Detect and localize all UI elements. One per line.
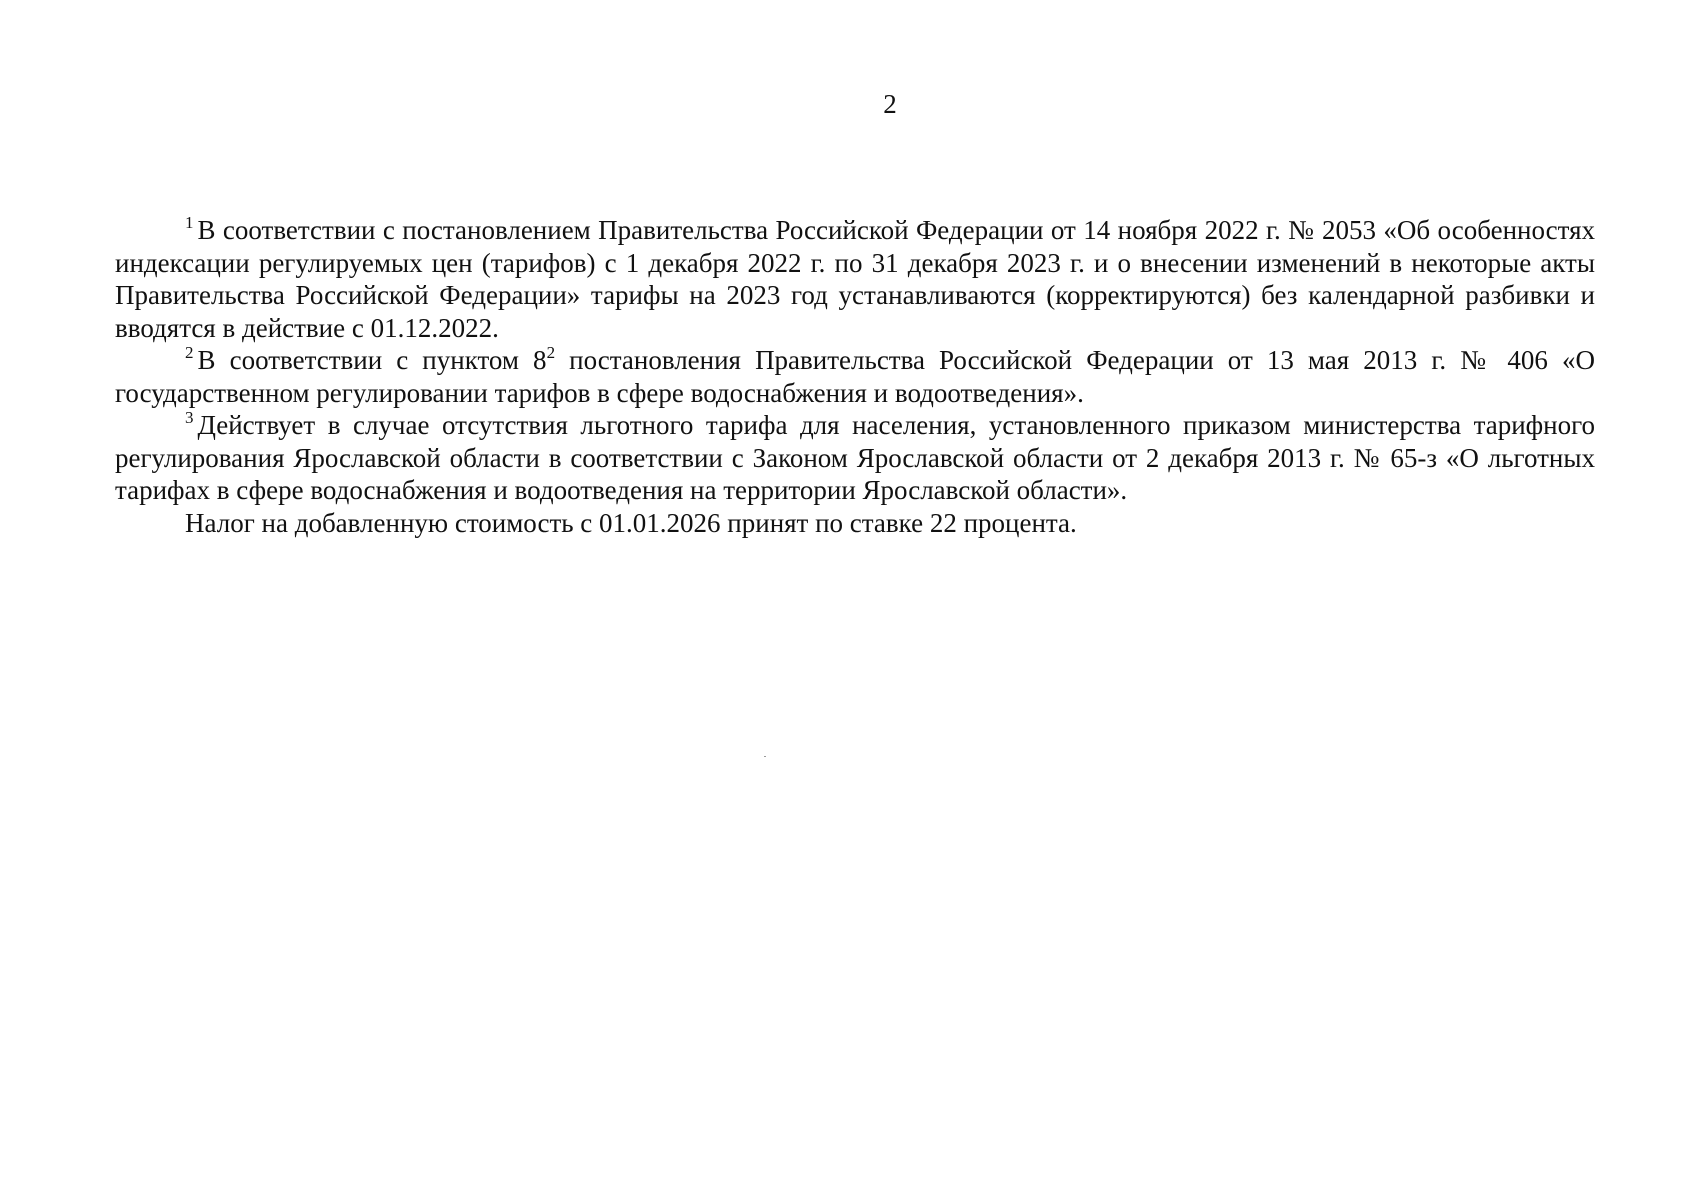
footnote-marker: 3 bbox=[185, 408, 194, 427]
superscript: 2 bbox=[546, 343, 556, 362]
footnote-2 bbox=[115, 344, 1595, 409]
footnote-marker: 2 bbox=[185, 343, 194, 362]
footnotes-block bbox=[115, 214, 1595, 539]
footnote-text: Действует в случае отсутствия льготного тарифа для населения, установленного приказом министерства тарифного регулирования Ярославской области в соответствии с Законом Ярославской области от 2 декабря 2013 г. № 65-з «О льготных тарифах в сфере водоснабжения и водоотведения на территории Ярославской области». bbox=[115, 410, 1595, 505]
vat-note: Налог на добавленную стоимость с 01.01.2026 принят по ставке 22 процента. bbox=[185, 507, 1077, 538]
footnote-3 bbox=[115, 409, 1595, 507]
scan-speck bbox=[764, 756, 766, 757]
footnote-marker: 1 bbox=[185, 213, 194, 232]
footnote-text: В соответствии с постановлением Правительства Российской Федерации от 14 ноября 2022 г. № 2053 «Об особенностях индексации регулируемых цен (тарифов) с 1 декабря 2022 г. по 31 декабря 2023 г. и о внесении изменений в некоторые акты Правительства Российской Федерации» тарифы на 2023 год устанавливаются (корректируются) без календарной разбивки и вводятся в действие с 01.12.2022. bbox=[115, 215, 1595, 343]
footnote-1 bbox=[115, 214, 1595, 344]
page-number: 2 bbox=[883, 89, 897, 119]
footnote-text: постановления Правительства Российской Федерации от 13 мая 2013 г. № 406 «О государственном регулировании тарифов в сфере водоснабжения и водоотведения». bbox=[115, 345, 1595, 408]
footnote-text: В соответствии с пунктом 8 bbox=[197, 345, 547, 375]
